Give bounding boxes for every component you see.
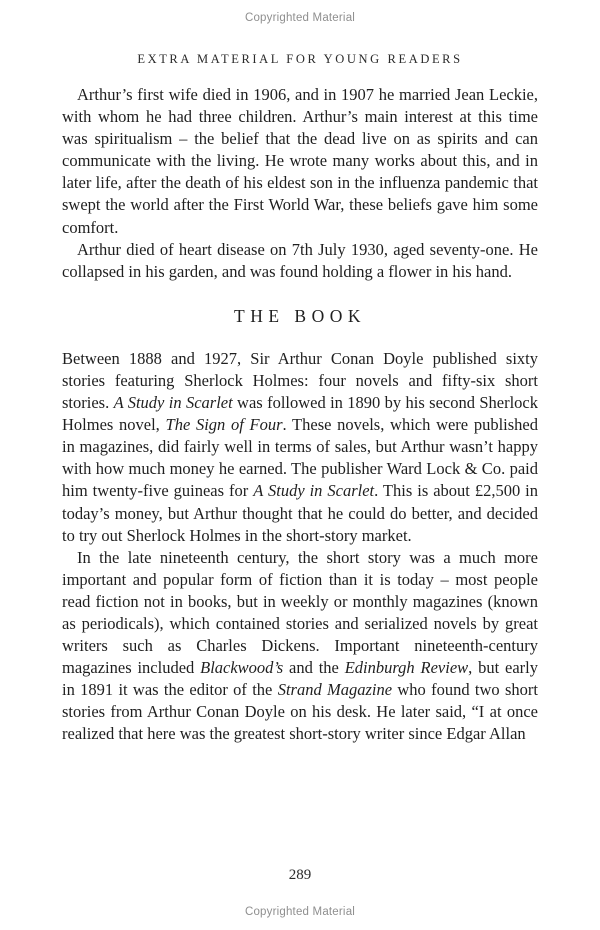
text-run: was followed in 1890 by his second Sherlock Holmes novel,	[62, 393, 538, 435]
copyright-watermark-bottom: Copyrighted Material	[244, 906, 356, 918]
running-header: EXTRA MATERIAL FOR YOUNG READERS	[137, 52, 463, 66]
text-run: Arthur’s first wife died in 1906, and in 1907 he married Jean Leckie, with whom he had three children. Arthur’s main interest at this time was spiritualism – the belief that the dead live on as spirits and can communicate with the living. He wrote many works about this, and in later life, after the death of his eldest son in the influenza pandemic that swept the world after the First World War, these beliefs gave him some comfort.	[62, 85, 538, 237]
paragraph-arthur-death	[62, 239, 538, 283]
text-run: Between 1888 and 1927, Sir Arthur Conan Doyle published sixty stories featuring Sherlock Holmes: four novels and fifty-six short stories.	[62, 348, 538, 413]
italic-title-text: The Sign of Four	[165, 415, 283, 435]
italic-title-text: A Study in Scarlet	[113, 393, 233, 413]
paragraph-short-story-market	[62, 547, 538, 746]
page-number: 289	[288, 867, 312, 883]
text-run: In the late nineteenth century, the short story was a much more important and popular form of fiction than it is today – most people read fiction not in books, but in weekly or monthly magazines (known as periodicals), which contained stories and serialized novels by great writers such as Charles Dickens. Important nineteenth-century magazines included	[62, 547, 538, 678]
text-run: . This is about £2,500 in today’s money, but Arthur thought that he could do better, and decided to try out Sherlock Holmes in the short-story market.	[62, 481, 538, 545]
text-run: Arthur died of heart disease on 7th July 1930, aged seventy-one. He collapsed in his garden, and was found holding a flower in his hand.	[62, 239, 538, 281]
copyright-watermark-top: Copyrighted Material	[244, 12, 356, 24]
text-run: who found two short stories from Arthur Conan Doyle on his desk. He later said, “I at once realized that here was the greatest short-story writer since Edgar Allan	[62, 680, 538, 744]
text-run: , but early in 1891 it was the editor of the	[62, 658, 539, 700]
text-run: . These novels, which were published in magazines, did fairly well in terms of sales, but Arthur wasn’t happy with how much money he earned. The publisher Ward Lock & Co. paid him twenty-five guineas for	[62, 415, 538, 501]
italic-title-text: Strand Magazine	[277, 680, 393, 700]
italic-title-text: A Study in Scarlet	[253, 481, 375, 501]
paragraph-sherlock-publishing	[62, 348, 538, 547]
section-heading: THE BOOK	[234, 305, 366, 326]
paragraph-arthur-wife	[62, 84, 538, 239]
body-text	[62, 84, 538, 746]
italic-title-text: Edinburgh Review	[344, 658, 469, 678]
text-run: and the	[283, 658, 345, 678]
italic-title-text: Blackwood’s	[200, 658, 284, 678]
